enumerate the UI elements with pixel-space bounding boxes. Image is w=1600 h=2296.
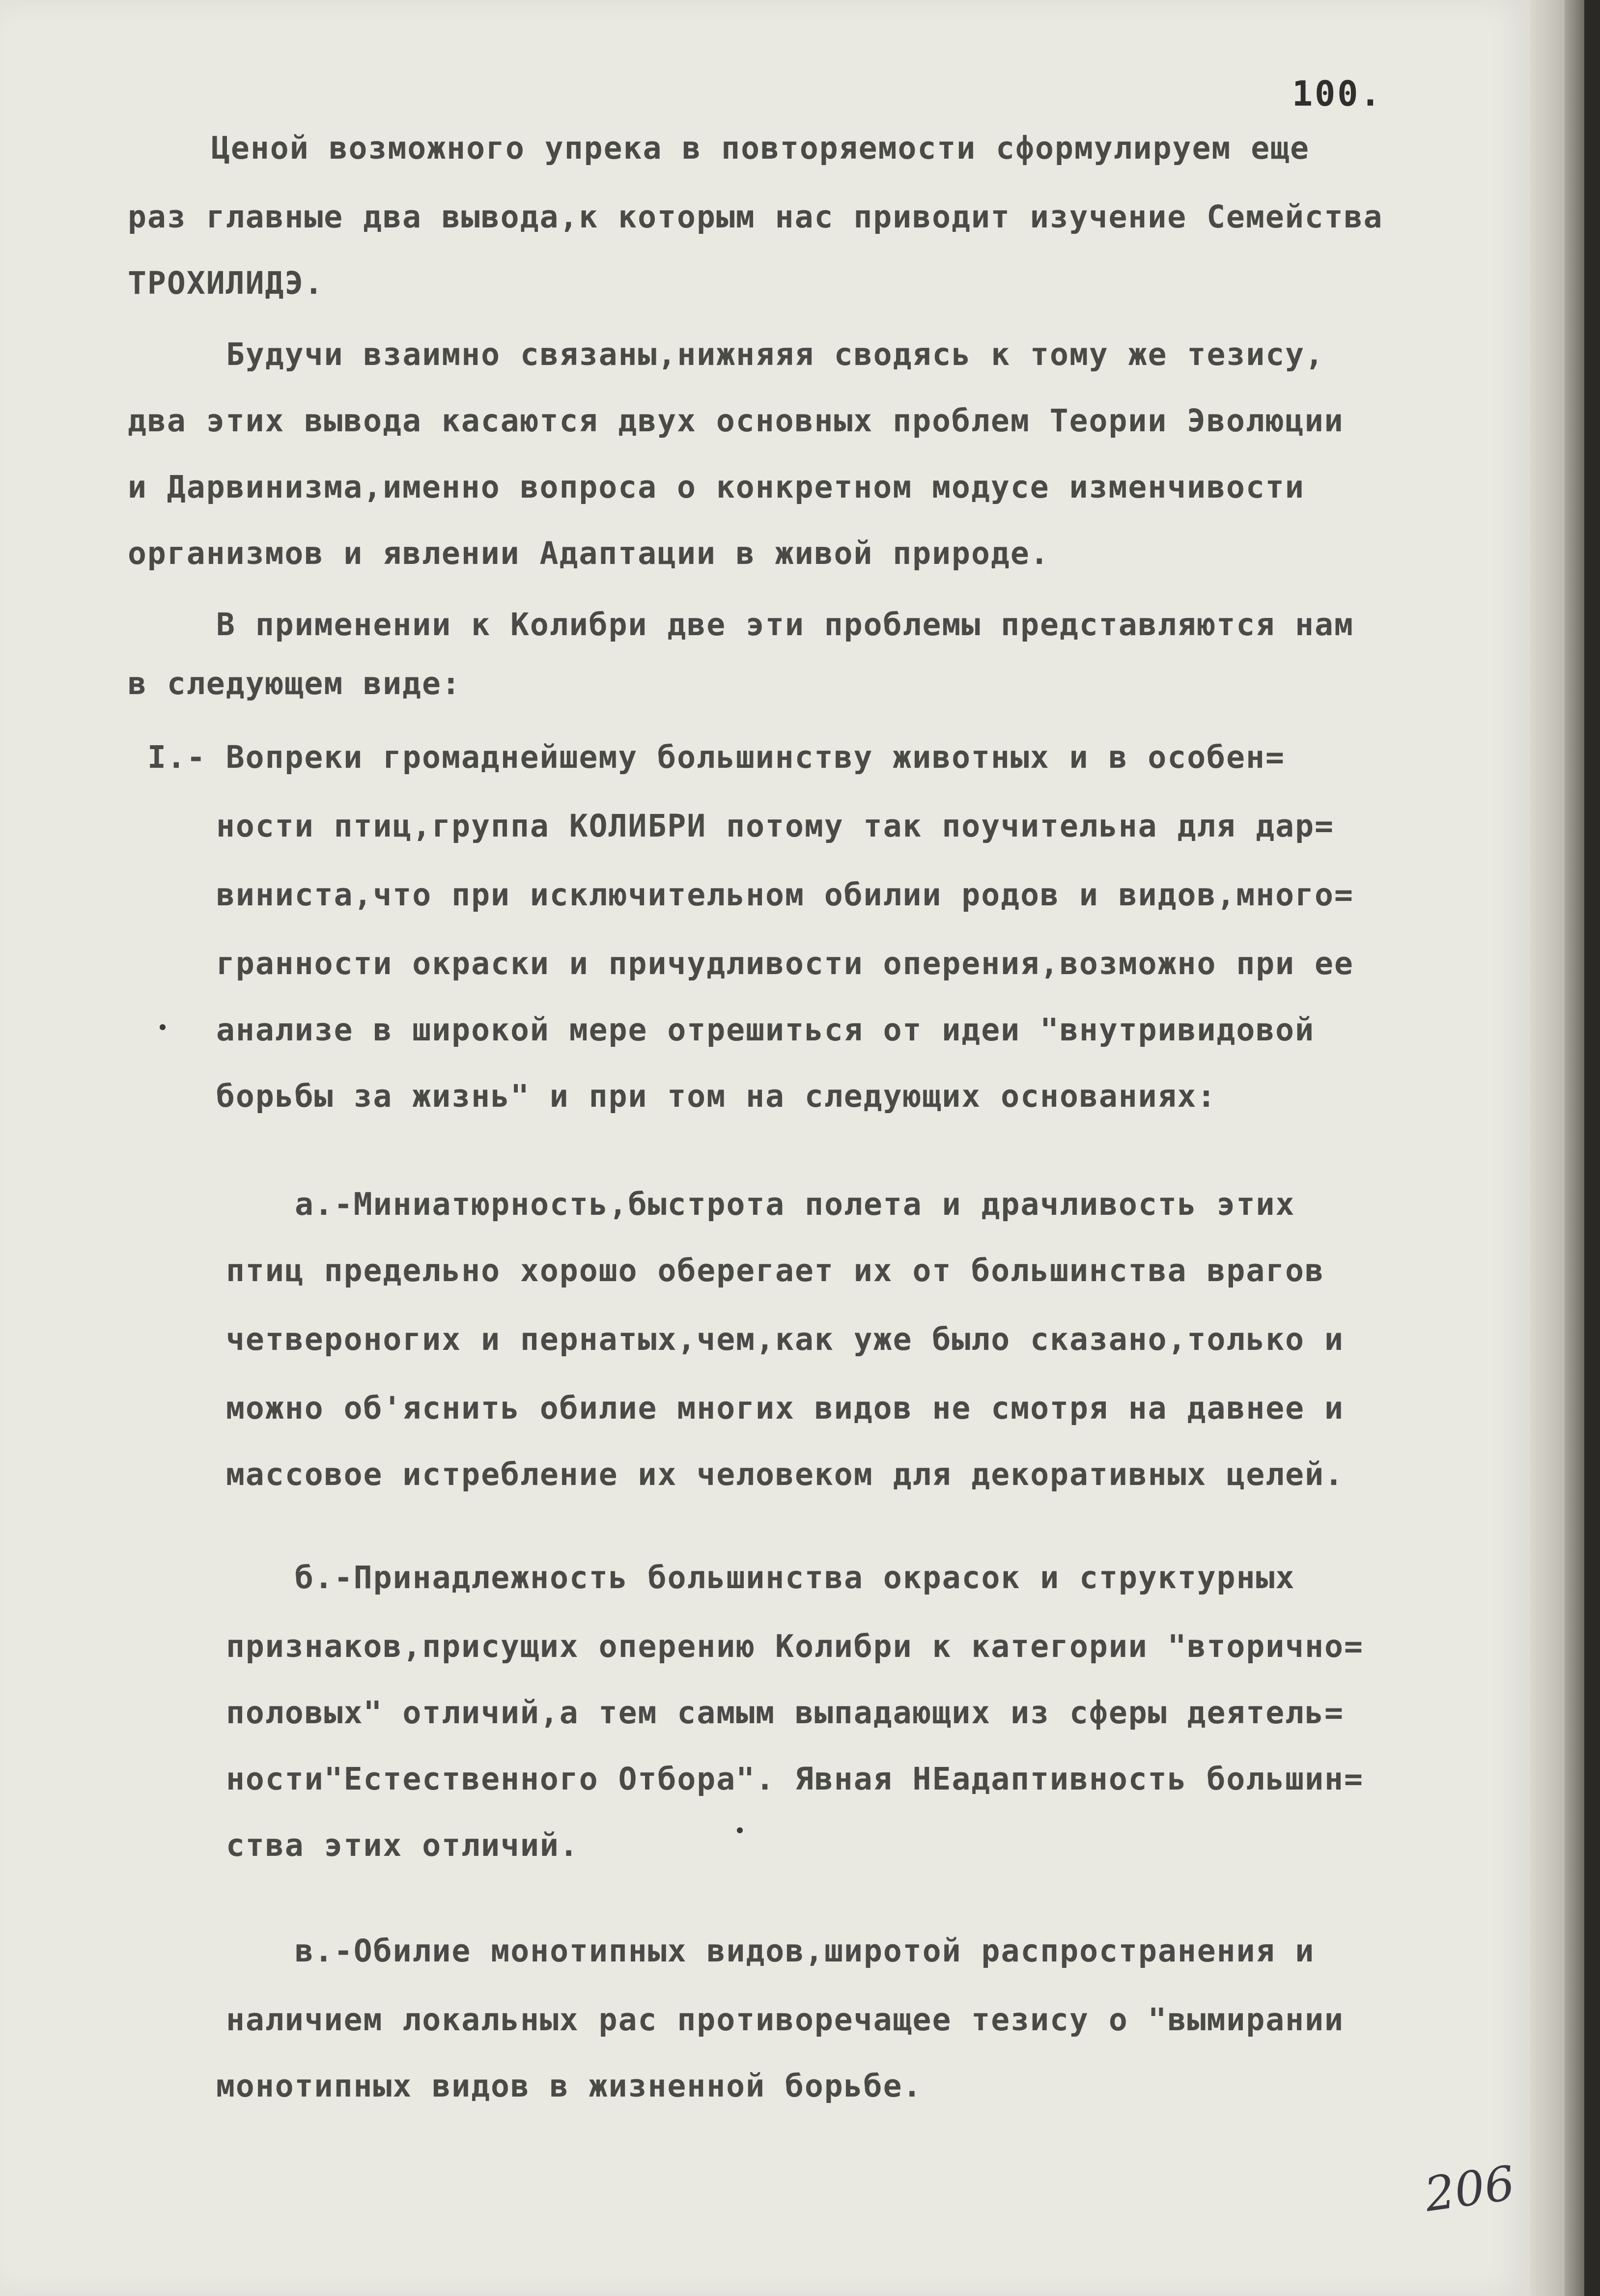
text-line: в.-Обилие монотипных видов,широтой распространения и xyxy=(295,1933,1315,1969)
text-line: борьбы за жизнь" и при том на следующих основаниях: xyxy=(216,1078,1217,1114)
text-line: а.-Миниатюрность,быстрота полета и драчливость этих xyxy=(295,1186,1295,1222)
text-line: наличием локальных рас противоречащее тезису о "вымирании xyxy=(226,2002,1344,2038)
text-line: половых" отличий,а тем самым выпадающих из сферы деятель= xyxy=(226,1695,1344,1731)
text-line: анализе в широкой мере отрешиться от идеи "внутривидовой xyxy=(216,1012,1315,1048)
text-line: ности птиц,группа КОЛИБРИ потому так поучительна для дар= xyxy=(216,808,1334,844)
text-line: ства этих отличий. xyxy=(226,1827,579,1863)
page-edge-shadow xyxy=(1565,0,1584,2296)
text-line: В применении к Колибри две эти проблемы представляются нам xyxy=(216,607,1354,643)
text-line: ности"Естественного Отбора". Явная НЕадаптивность большин= xyxy=(226,1761,1364,1797)
page-number: 100. xyxy=(1292,74,1383,114)
text-line: виниста,что при исключительном обилии родов и видов,много= xyxy=(216,877,1354,913)
text-line: Будучи взаимно связаны,нижняяя сводясь к тому же тезису, xyxy=(226,336,1325,372)
text-line: б.-Принадлежность большинства окрасок и структурных xyxy=(295,1560,1295,1596)
text-line: массовое истребление их человеком для декоративных целей. xyxy=(226,1456,1344,1492)
text-line: гранности окраски и причудливости оперения,возможно при ее xyxy=(216,946,1354,981)
text-line: признаков,присущих оперению Колибри к категории "вторично= xyxy=(226,1628,1364,1664)
text-line: четвероногих и пернатых,чем,как уже было сказано,только и xyxy=(226,1321,1344,1357)
text-line: организмов и явлении Адаптации в живой природе. xyxy=(128,535,1050,571)
handwritten-folio-number: 206 xyxy=(1421,2155,1518,2223)
text-line: I.- Вопреки громаднейшему большинству животных и в особен= xyxy=(147,739,1285,775)
text-line: раз главные два вывода,к которым нас приводит изучение Семейства xyxy=(128,199,1383,235)
text-line: в следующем виде: xyxy=(128,666,461,701)
text-line: ТРОХИЛИДЭ. xyxy=(128,265,324,301)
ink-dot xyxy=(737,1827,743,1833)
text-line: Ценой возможного упрека в повторяемости сформулируем еще xyxy=(211,130,1310,166)
text-line: можно об'яснить обилие многих видов не смотря на давнее и xyxy=(226,1390,1344,1426)
ink-dot xyxy=(160,1024,166,1030)
text-line: монотипных видов в жизненной борьбе. xyxy=(216,2068,923,2104)
text-line: два этих вывода касаются двух основных проблем Теории Эволюции xyxy=(128,403,1344,439)
text-line: и Дарвинизма,именно вопроса о конкретном модусе изменчивости xyxy=(128,469,1305,505)
page-edge xyxy=(1530,0,1565,2296)
text-line: птиц предельно хорошо оберегает их от большинства врагов xyxy=(226,1253,1325,1288)
